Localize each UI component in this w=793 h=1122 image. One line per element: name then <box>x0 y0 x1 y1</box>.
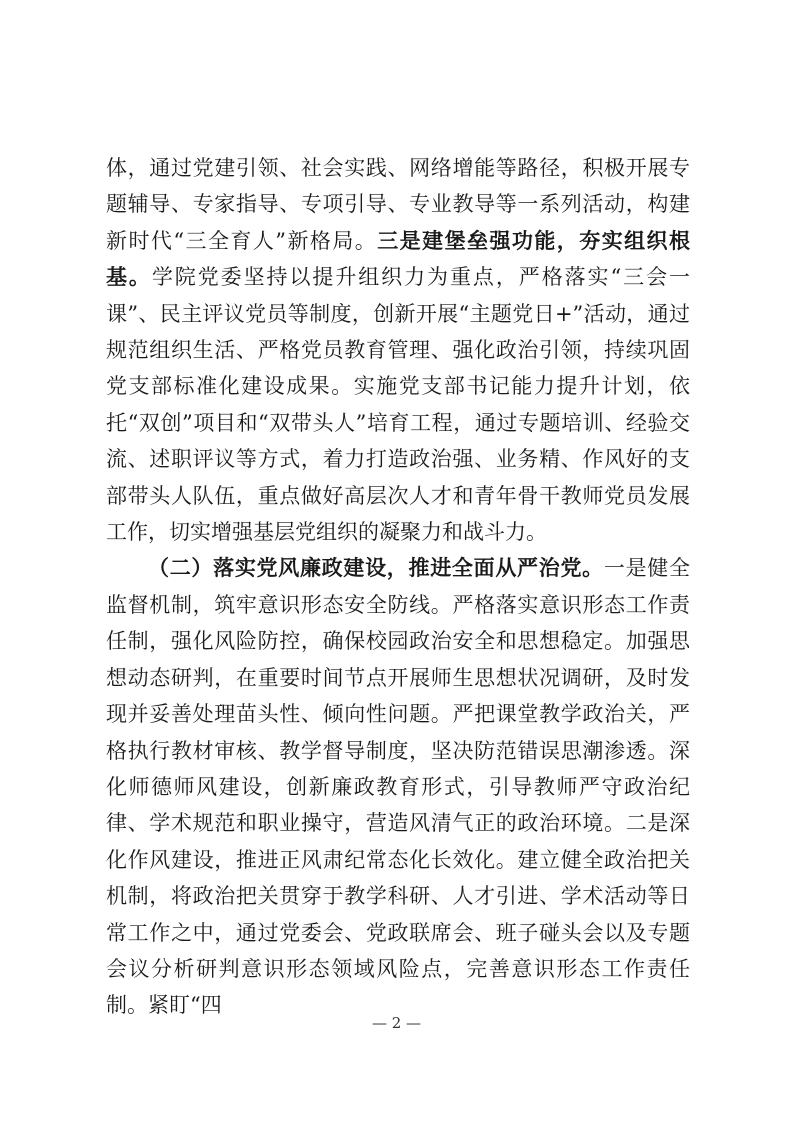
paragraph-1 <box>106 150 690 550</box>
paragraph-2-heading: （二）落实党风廉政建设，推进全面从严治党。 <box>148 555 604 581</box>
paragraph-2 <box>106 550 690 1023</box>
paragraph-2-text: 一是健全监督机制，筑牢意识形态安全防线。严格落实意识形态工作责任制，强化风险防控，确保校园政治安全和思想稳定。加强思想动态研判，在重要时间节点开展师生思想状况调研，及时发现并妥善处理苗头性、倾向性问题。严把课堂教学政治关，严格执行教材审核、教学督导制度，坚决防范错误思潮渗透。深化师德师风建设，创新廉政教育形式，引导教师严守政治纪律、学术规范和职业操守，营造风清气正的政治环境。二是深化作风建设，推进正风肃纪常态化长效化。建立健全政治把关机制，将政治把关贯穿于教学科研、人才引进、学术活动等日常工作之中，通过党委会、党政联席会、班子碰头会以及专题会议分析研判意识形态领域风险点，完善意识形态工作责任制。紧盯“四 <box>106 556 690 1018</box>
paragraph-1-heading: 三是建堡垒强功能，夯实组织根基。 <box>106 227 690 290</box>
paragraph-1-text-b: 学院党委坚持以提升组织力为重点，严格落实“三会一课”、民主评议党员等制度，创新开展“主题党日+”活动，通过规范组织生活、严格党员教育管理、强化政治引领，持续巩固党支部标准化建设成果。实施党支部书记能力提升计划，依托“双创”项目和“双带头人”培育工程，通过专题培训、经验交流、述职评议等方式，着力打造政治强、业务精、作风好的支部带头人队伍，重点做好高层次人才和青年骨干教师党员发展工作，切实增强基层党组织的凝聚力和战斗力。 <box>106 265 691 545</box>
paragraph-1-text-a: 体，通过党建引领、社会实践、网络增能等路径，积极开展专题辅导、专家指导、专项引导、专业教导等一系列活动，构建新时代“三全育人”新格局。 <box>106 156 690 253</box>
page-number: — 2 — <box>371 1014 422 1032</box>
body-text <box>106 150 690 1024</box>
